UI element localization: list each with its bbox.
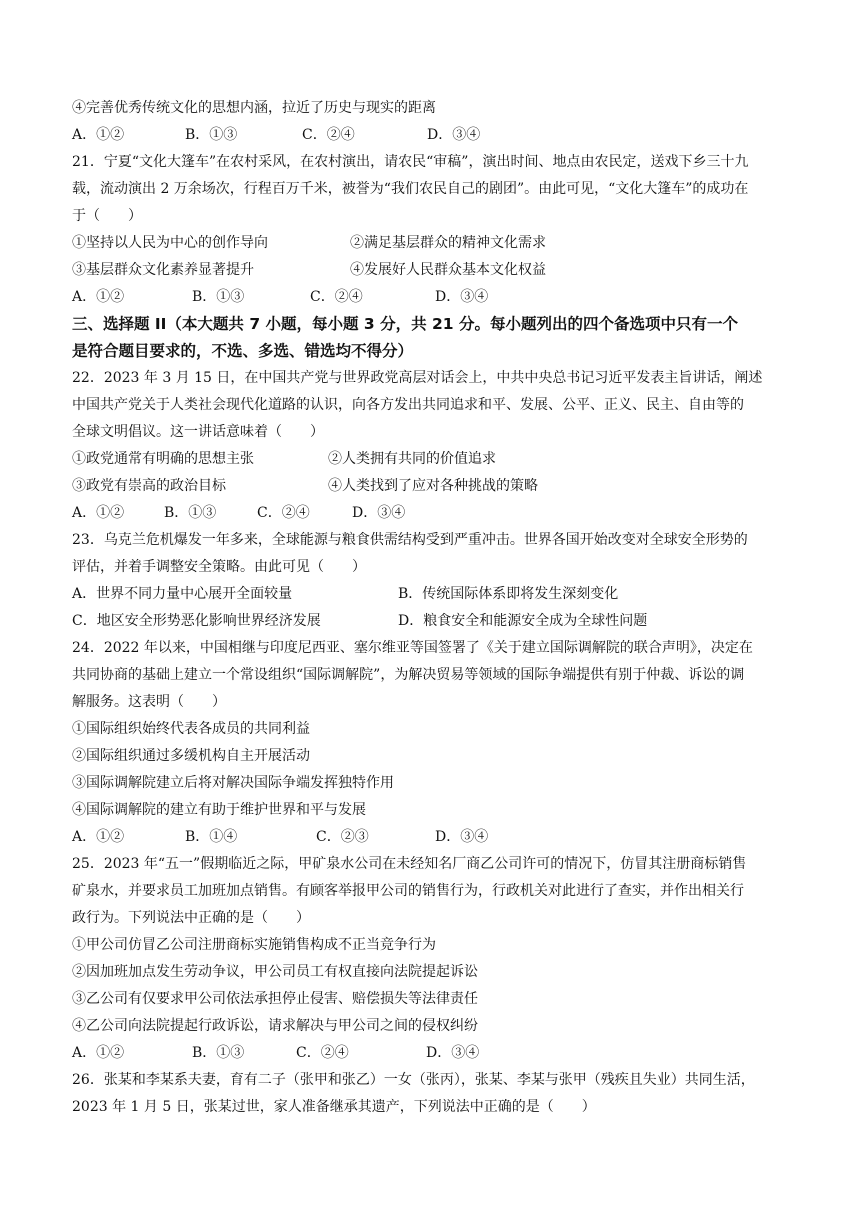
q22-option-a: A．①② — [72, 505, 125, 521]
q25-stem-line-3: 政行为。下列说法中正确的是（ ） — [72, 910, 310, 926]
q22-option-c: C．②④ — [257, 505, 310, 521]
q20-option-d: D．③④ — [427, 127, 481, 143]
q20-option-b: B．①③ — [185, 127, 238, 143]
q21-option-b: B．①③ — [192, 289, 245, 305]
q25-item-3: ③乙公司有仅要求甲公司依法承担停止侵害、赔偿损失等法律责任 — [72, 991, 478, 1007]
q25-stem-line-2: 矿泉水，并要求员工加班加点销售。有顾客举报甲公司的销售行为，行政机关对此进行了查实，并作出相关行 — [72, 883, 744, 899]
q24-stem-line-3: 解服务。这表明（ ） — [72, 694, 226, 710]
q23-stem-line-2: 评估，并着手调整安全策略。由此可见（ ） — [72, 559, 366, 575]
section-3-heading-line-1: 三、选择题 II（本大题共 7 小题，每小题 3 分，共 21 分。每小题列出的四个备选项中只有一个 — [72, 315, 738, 333]
q22-item-2: ②人类拥有共同的价值追求 — [328, 451, 496, 467]
q21-stem-line-3: 于（ ） — [72, 208, 142, 224]
q22-item-1: ①政党通常有明确的思想主张 — [72, 451, 254, 467]
q21-item-1: ①坚持以人民为中心的创作导向 — [72, 235, 268, 251]
q26-stem-line-2: 2023 年 1 月 5 日，张某过世，家人准备继承其遗产，下列说法中正确的是（ ） — [72, 1099, 596, 1115]
q24-option-d: D．③④ — [435, 829, 489, 845]
q23-option-c: C．地区安全形势恶化影响世界经济发展 — [72, 613, 321, 629]
q21-stem-line-2: 载，流动演出 2 万余场次，行程百万千米，被誉为“我们农民自己的剧团”。由此可见，“文化大篷车”的成功在 — [72, 181, 749, 197]
q26-stem-line-1: 26．张某和李某系夫妻，育有二子（张甲和张乙）一女（张丙），张某、李某与张甲（残疾且失业）共同生活， — [72, 1072, 755, 1088]
section-3-heading-line-2: 是符合题目要求的，不选、多选、错选均不得分） — [72, 342, 414, 360]
q24-option-b: B．①④ — [185, 829, 238, 845]
q23-option-d: D．粮食安全和能源安全成为全球性问题 — [398, 613, 648, 629]
q22-item-3: ③政党有崇高的政治目标 — [72, 478, 226, 494]
q25-option-c: C．②④ — [296, 1045, 349, 1061]
q25-option-d: D．③④ — [426, 1045, 480, 1061]
q20-option-c: C．②④ — [302, 127, 355, 143]
q22-option-b: B．①③ — [164, 505, 217, 521]
q22-stem-line-3: 全球文明倡议。这一讲话意味着（ ） — [72, 424, 324, 440]
q24-item-4: ④国际调解院的建立有助于维护世界和平与发展 — [72, 802, 366, 818]
q21-option-c: C．②④ — [310, 289, 363, 305]
q21-option-d: D．③④ — [435, 289, 489, 305]
q23-option-b: B．传统国际体系即将发生深刻变化 — [398, 586, 619, 602]
q20-option-a: A．①② — [72, 127, 125, 143]
q24-item-1: ①国际组织始终代表各成员的共同利益 — [72, 721, 310, 737]
q23-stem-line-1: 23．乌克兰危机爆发一年多来，全球能源与粮食供需结构受到严重冲击。世界各国开始改变对全球安全形势的 — [72, 532, 748, 548]
q24-option-c: C．②③ — [316, 829, 369, 845]
q25-item-4: ④乙公司向法院提起行政诉讼，请求解决与甲公司之间的侵权纠纷 — [72, 1018, 478, 1034]
q22-stem-line-1: 22．2023 年 3 月 15 日，在中国共产党与世界政党高层对话会上，中共中央总书记习近平发表主旨讲话，阐述 — [72, 370, 763, 386]
q21-item-3: ③基层群众文化素养显著提升 — [72, 262, 254, 278]
q23-option-a: A．世界不同力量中心展开全面较量 — [72, 586, 293, 602]
q25-stem-line-1: 25．2023 年“五一”假期临近之际，甲矿泉水公司在未经知名厂商乙公司许可的情况下，仿冒其注册商标销售 — [72, 856, 747, 872]
q21-stem-line-1: 21．宁夏“文化大篷车”在农村采风，在农村演出，请农民“审稿”，演出时间、地点由农民定，送戏下乡三十九 — [72, 154, 749, 170]
q25-item-2: ②因加班加点发生劳动争议，甲公司员工有权直接向法院提起诉讼 — [72, 964, 478, 980]
q20-item-4: ④完善优秀传统文化的思想内涵，拉近了历史与现实的距离 — [72, 100, 436, 116]
q24-option-a: A．①② — [72, 829, 125, 845]
q24-stem-line-2: 共同协商的基础上建立一个常设组织“国际调解院”，为解决贸易等领域的国际争端提供有别于仲裁、诉讼的调 — [72, 667, 745, 683]
q25-option-a: A．①② — [72, 1045, 125, 1061]
q22-stem-line-2: 中国共产党关于人类社会现代化道路的认识，向各方发出共同追求和平、发展、公平、正义、民主、自由等的 — [72, 397, 744, 413]
q22-item-4: ④人类找到了应对各种挑战的策略 — [328, 478, 538, 494]
q24-stem-line-1: 24．2022 年以来，中国相继与印度尼西亚、塞尔维亚等国签署了《关于建立国际调解院的联合声明》，决定在 — [72, 640, 753, 656]
q21-item-2: ②满足基层群众的精神文化需求 — [350, 235, 546, 251]
q24-item-2: ②国际组织通过多缓机构自主开展活动 — [72, 748, 310, 764]
q24-item-3: ③国际调解院建立后将对解决国际争端发挥独特作用 — [72, 775, 394, 791]
q21-item-4: ④发展好人民群众基本文化权益 — [350, 262, 546, 278]
q25-item-1: ①甲公司仿冒乙公司注册商标实施销售构成不正当竞争行为 — [72, 937, 436, 953]
q25-option-b: B．①③ — [192, 1045, 245, 1061]
q21-option-a: A．①② — [72, 289, 125, 305]
q22-option-d: D．③④ — [352, 505, 406, 521]
